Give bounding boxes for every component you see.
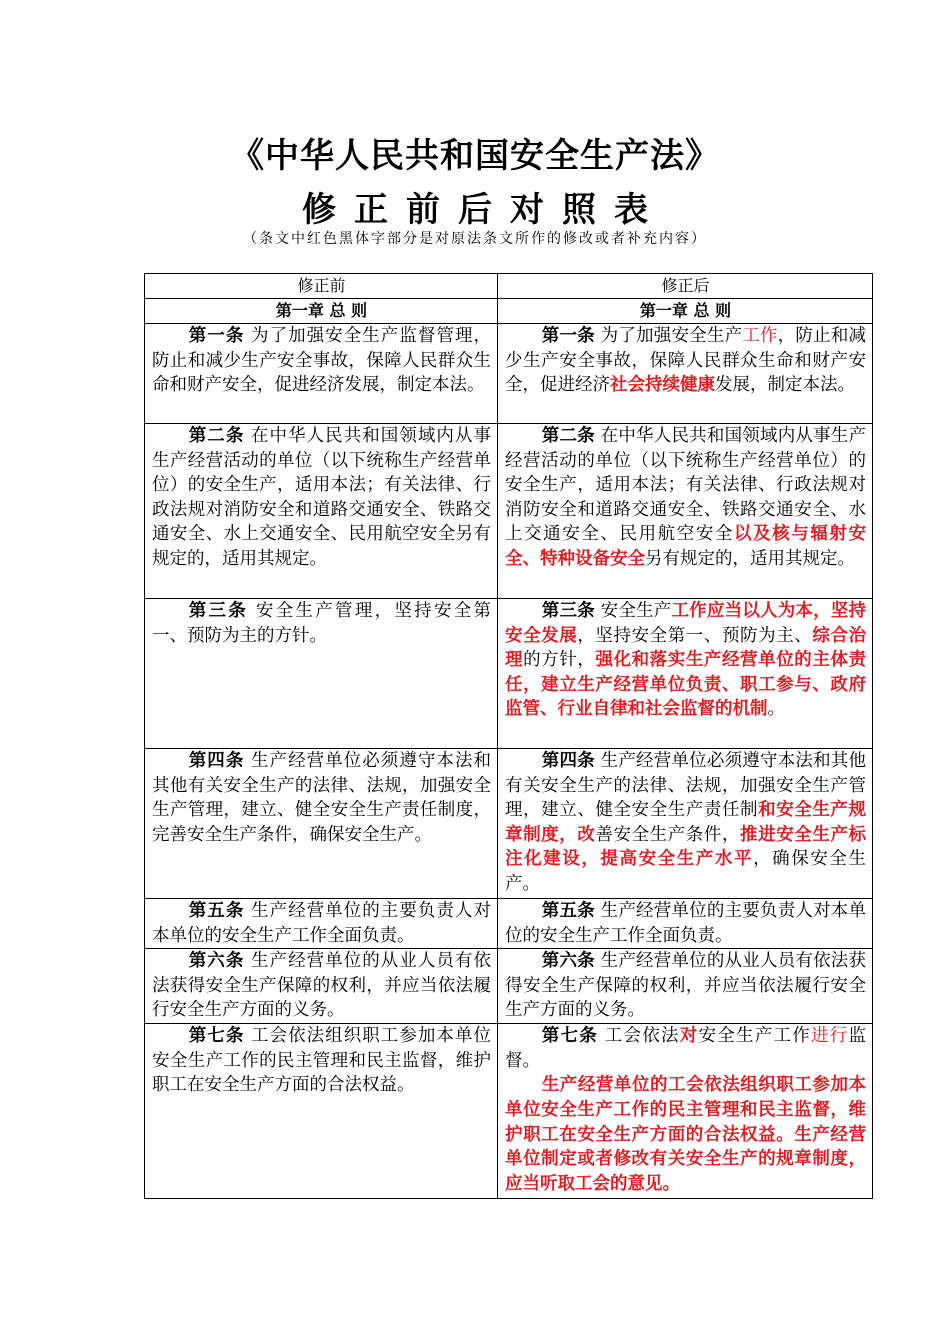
article-cell-after [498,749,873,899]
article-paragraph [152,899,491,948]
article-text: 工会依法组织职工参加本单位安全生产工作的民主管理和民主监督，维护职工在安全生产方面的合法权益。 [152,1026,492,1096]
article-number: 第一条 [541,326,595,346]
article-paragraph [505,324,866,398]
article-text: 发展，制定本法。 [715,375,855,396]
article-cell-before [145,424,498,599]
article-text: 安全生产管理，坚持安全第一、预防为主的方针。 [152,601,492,646]
article-text: ，坚持安全第一、预防为主、 [577,625,813,646]
article-paragraph [505,1073,866,1196]
article-paragraph [505,899,866,948]
article-paragraph [505,424,866,572]
article-number: 第六条 [541,951,595,972]
article-number: 第三条 [188,601,249,621]
article-paragraph [152,424,491,572]
article-text: ，确保安全生产。 [505,849,867,894]
article-row [145,899,873,949]
article-cell-before [145,949,498,1024]
chapter-heading-after: 第一章 总 则 [498,299,873,324]
article-cell-before [145,899,498,949]
article-cell-after [498,599,873,749]
article-number: 第五条 [188,901,245,921]
header-row [145,274,873,299]
article-number: 第四条 [188,751,245,771]
article-row [145,749,873,899]
article-text: 在中华人民共和国领域内从事生产经营活动的单位（以下统称生产经营单位）的安全生产，适用本法；有关法律、行政法规对消防安全和道路交通安全、铁路交通安全、水上交通安全、民用航空安全 [505,426,867,545]
article-number: 第五条 [541,901,595,921]
column-header-after: 修正后 [498,274,873,299]
article-paragraph [505,1024,866,1073]
document-note: （条文中红色黑体字部分是对原法条文所作的修改或者补充内容） [243,231,707,247]
article-text: 安全生产工作 [698,1026,812,1047]
article-text: 为了加强安全生产监督管理，防止和减少生产安全事故，保障人民群众生命和财产安全，促进经济发展，制定本法。 [152,326,492,396]
article-text: 。 [767,699,785,720]
document-subtitle: 修正前后对照表 [302,190,666,230]
chapter-row [145,299,873,324]
article-paragraph [505,749,866,897]
article-text: 生产经营单位的主要负责人对本单位的安全生产工作全面负责。 [152,901,492,946]
amended-text: 综合治理 [505,625,867,671]
document-title: 《中华人民共和国安全生产法》 [230,136,720,176]
article-paragraph [152,324,491,398]
article-cell-after [498,324,873,424]
article-text: 另有规定的，适用其规定。 [645,548,855,569]
article-cell-before [145,749,498,899]
chapter-heading-before: 第一章 总 则 [145,299,498,324]
article-row [145,324,873,424]
article-text: 的方针， [523,650,596,671]
amended-text: 以及核与辐射安全、特种设备安全 [505,524,866,569]
article-text: 安全生产 [594,601,672,621]
article-text: ，防止和减少生产安全事故，保障人民群众生命和财产安全，促进经济 [505,326,867,396]
article-text: 为了加强安全生产 [594,326,743,346]
article-text: 监督。 [505,1026,867,1071]
article-number: 第一条 [188,326,245,346]
article-paragraph [152,949,491,1023]
article-number: 第七条 [541,1026,598,1047]
article-paragraph [152,599,491,648]
article-paragraph [505,599,866,722]
comparison-table [144,273,873,1199]
article-paragraph [505,949,866,1023]
article-cell-after [498,949,873,1024]
article-text: 在中华人民共和国领域内从事生产经营活动的单位（以下统称生产经营单位）的安全生产，适用本法；有关法律、行政法规对消防安全和道路交通安全、铁路交通安全、水上交通安全、民用航空安全另有规定的，适用其规定。 [152,426,492,569]
article-number: 第四条 [541,751,595,771]
article-cell-after [498,424,873,599]
amended-text: 社会持续健康 [610,375,715,396]
article-row [145,1024,873,1199]
amended-text: 工作 [742,326,778,346]
comparison-table-body [145,274,873,1199]
article-cell-before [145,324,498,424]
article-cell-after [498,1024,873,1199]
article-text: 生产经营单位必须遵守本法和其他有关安全生产的法律、法规，加强安全生产管理，建立、健全安全生产责任制度，完善安全生产条件，确保安全生产。 [152,751,492,845]
article-text: 生产经营单位的从业人员有依法获得安全生产保障的权利，并应当依法履行安全生产方面的义务。 [152,951,492,1021]
column-header-before: 修正前 [145,274,498,299]
article-text: 生产经营单位必须遵守本法和其他有关安全生产的法律、法规，加强安全生产管理，建立、健全安全生产责任制 [505,751,867,821]
article-number: 第六条 [188,951,245,972]
article-text: 生产经营单位的从业人员有依法获得安全生产保障的权利，并应当依法履行安全生产方面的义务。 [505,951,867,1021]
article-number: 第三条 [541,601,595,621]
article-cell-after [498,899,873,949]
article-number: 第二条 [541,426,595,446]
amended-text: 强化和落实生产经营单位的主体责任，建立生产经营单位负责、职工参与、政府监管、行业自律和社会监督的机制 [505,650,867,720]
article-cell-before [145,1024,498,1199]
amended-text: 工作应当以人为本，坚持安全发展 [505,601,867,646]
amended-text: 进行 [811,1026,849,1047]
article-number: 第七条 [188,1026,245,1047]
article-paragraph [152,749,491,847]
amended-text: 生产经营单位的工会依法组织职工参加本单位安全生产工作的民主管理和民主监督，维护职工在安全生产方面的合法权益。生产经营单位制定或者修改有关安全生产的规章制度，应当听取工会的意见。 [505,1075,866,1194]
article-text: 善安全生产条件， [595,824,741,845]
article-row [145,424,873,599]
amended-text: 推进安全生产标注化建设，提高安全生产水平 [505,824,867,870]
amended-text: 和安全生产规章制度，改 [505,800,867,845]
article-row [145,599,873,749]
article-row [145,949,873,1024]
article-paragraph [152,1024,491,1098]
article-text: 生产经营单位的主要负责人对本单位的安全生产工作全面负责。 [505,901,867,946]
amended-text: 对 [679,1026,699,1047]
article-text: 工会依法 [598,1026,680,1047]
article-number: 第二条 [188,426,245,446]
article-cell-before [145,599,498,749]
